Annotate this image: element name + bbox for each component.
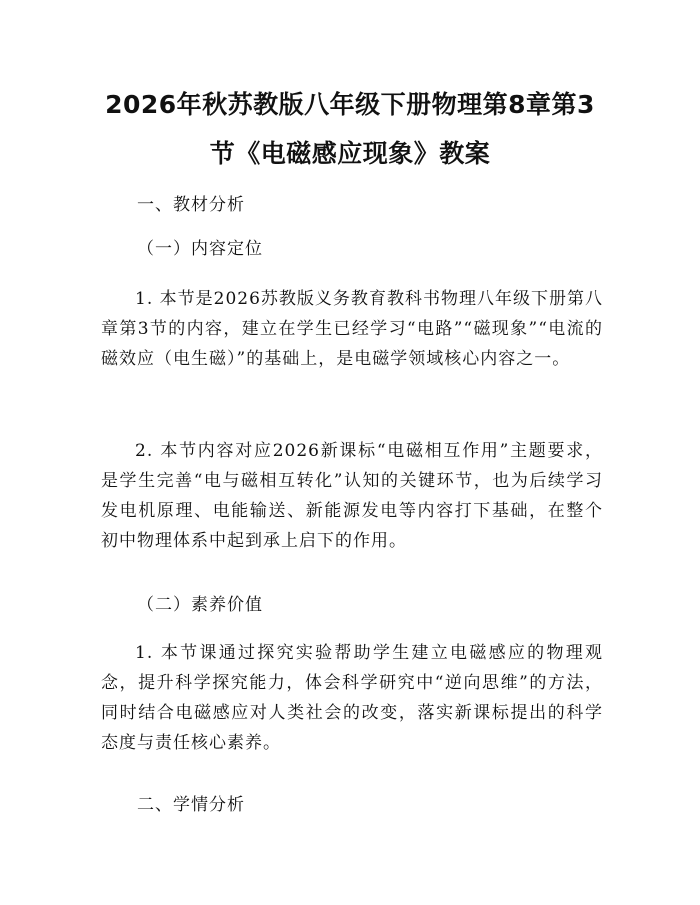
- subsection-heading-content-positioning: （一）内容定位: [137, 239, 263, 259]
- document-title: 2026年秋苏教版八年级下册物理第8章第3节《电磁感应现象》教案: [105, 90, 595, 168]
- paragraph-literacy-value-1: 1. 本节课通过探究实验帮助学生建立电磁感应的物理观念，提升科学探究能力，体会科学研究中“逆向思维”的方法，同时结合电磁感应对人类社会的改变，落实新课标提出的科学态度与责任核心素养。: [101, 643, 603, 753]
- section-heading-learner-analysis: 二、学情分析: [137, 795, 245, 815]
- paragraph-content-positioning-2: 2. 本节内容对应2026新课标“电磁相互作用”主题要求，是学生完善“电与磁相互转化”认知的关键环节，也为后续学习发电机原理、电能输送、新能源发电等内容打下基础，在整个初中物理体系中起到承上启下的作用。: [101, 441, 603, 551]
- paragraph-content-positioning-1: 1. 本节是2026苏教版义务教育教科书物理八年级下册第八章第3节的内容，建立在学生已经学习“电路”“磁现象”“电流的磁效应（电生磁）”的基础上，是电磁学领域核心内容之一。: [101, 289, 603, 369]
- section-heading-textbook-analysis: 一、教材分析: [137, 195, 245, 215]
- subsection-heading-literacy-value: （二）素养价值: [137, 595, 263, 615]
